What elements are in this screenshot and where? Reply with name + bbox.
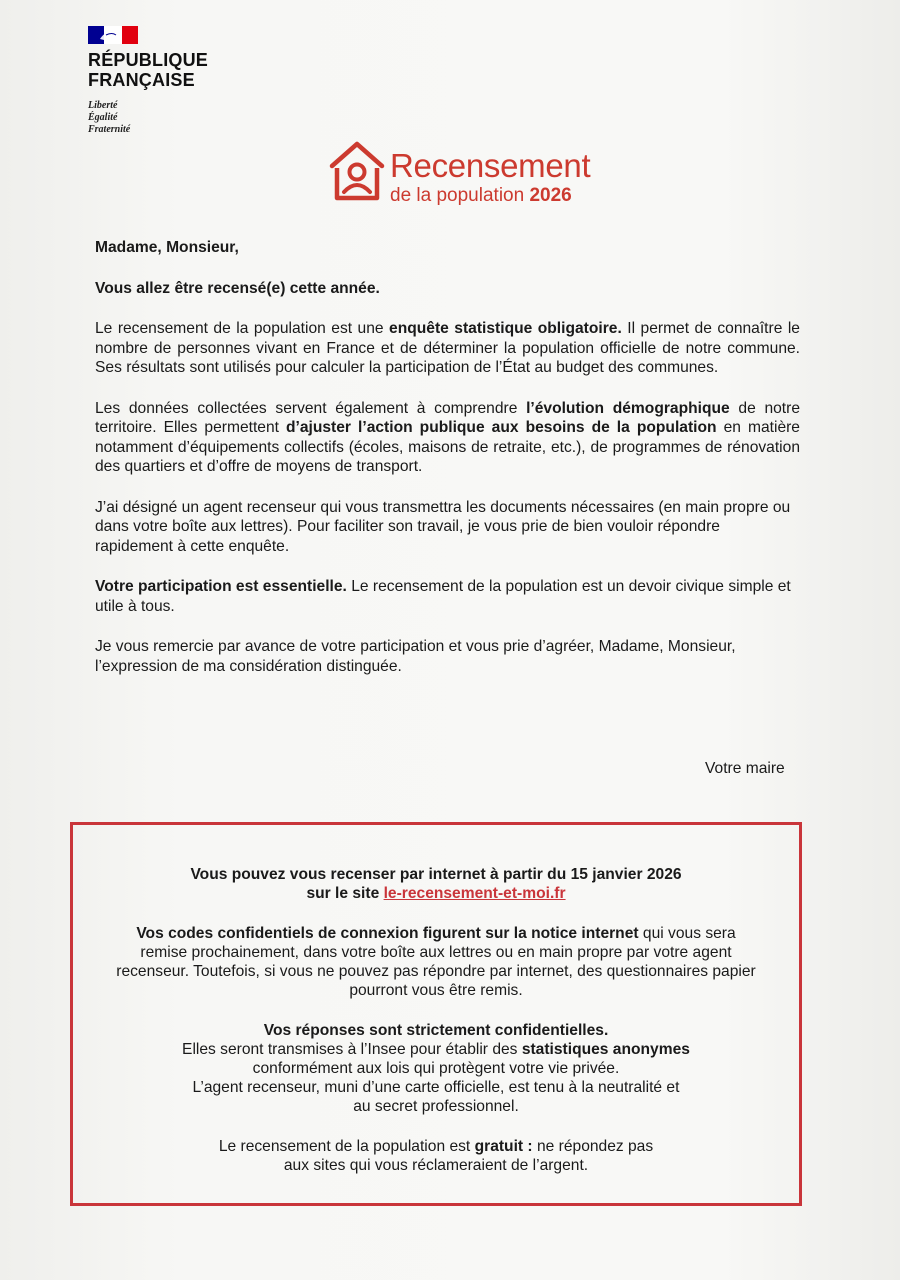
paragraph-participation	[95, 577, 800, 616]
confidential-text-c: conformément aux lois qui protègent votre vie privée.	[252, 1060, 620, 1077]
free-paragraph	[213, 1137, 659, 1175]
marianne-flag-icon	[88, 26, 138, 44]
p2-text-e: en matière notamment d’équipements collectifs (écoles, maisons de retraite, etc.), de programmes de rénovation des quartiers et d’offre de moyens de transport.	[95, 419, 800, 475]
salutation: Madame, Monsieur,	[95, 239, 239, 256]
p2-text-a: Les données collectées servent également à comprendre	[95, 399, 527, 417]
codes-paragraph	[113, 924, 759, 1000]
codes-rest: qui vous sera remise prochainement, dans votre boîte aux lettres ou en main propre par votre agent recenseur. Toutefois, si vous ne pouvez pas répondre par internet, des questionnaires papier pourront vous être remis.	[116, 925, 756, 999]
paragraph-closing: Je vous remercie par avance de votre participation et vous prie d’agréer, Madame, Monsieur, l’expression de ma considération distinguée.	[95, 638, 736, 675]
p2-bold-2: d’ajuster l’action publique aux besoins de la population	[286, 419, 717, 436]
republique-line-2: FRANÇAISE	[88, 70, 195, 90]
signature: Votre maire	[705, 760, 785, 777]
census-logo	[328, 140, 618, 210]
confidential-bold-2: statistiques anonymes	[521, 1041, 690, 1058]
motto-fraternite: Fraternité	[88, 124, 131, 135]
free-text-c: ne répondez pas aux sites qui vous réclameraient de l’argent.	[283, 1138, 654, 1174]
p2-bold-1: l’évolution démographique	[526, 399, 730, 417]
codes-bold: Vos codes confidentiels de connexion figurent sur la notice internet	[136, 925, 639, 942]
confidential-bold: Vos réponses sont strictement confidentielles.	[263, 1022, 609, 1039]
online-notice	[73, 865, 799, 903]
free-text-a: Le recensement de la population est	[218, 1138, 475, 1155]
p4-text: Le recensement de la population est un devoir civique simple et utile à tous.	[95, 578, 791, 615]
census-subtitle-text: de la population	[390, 185, 525, 206]
agent-line-2: au secret professionnel.	[353, 1098, 519, 1115]
p2-text-c: de notre territoire. Elles permettent	[95, 399, 800, 436]
paragraph-statistique	[95, 319, 800, 378]
agent-line-1: L’agent recenseur, muni d’une carte officielle, est tenu à la neutralité et	[192, 1079, 680, 1096]
info-box	[70, 822, 802, 1206]
motto	[88, 100, 208, 136]
website-link[interactable]: le-recensement-et-moi.fr	[383, 885, 566, 902]
census-year: 2026	[529, 185, 572, 206]
motto-liberte: Liberté	[88, 100, 118, 111]
census-subtitle	[390, 185, 572, 207]
online-line-1: Vous pouvez vous recenser par internet à partir du 15 janvier 2026	[190, 866, 682, 883]
p4-bold: Votre participation est essentielle.	[95, 578, 347, 595]
confidential-paragraph	[73, 1021, 799, 1116]
letter-body	[95, 238, 800, 697]
motto-egalite: Égalité	[88, 112, 118, 123]
republique-francaise-logo	[88, 26, 208, 136]
republique-line-1: RÉPUBLIQUE	[88, 50, 209, 70]
headline: Vous allez être recensé(e) cette année.	[95, 279, 380, 297]
free-bold: gratuit :	[474, 1138, 533, 1155]
p1-text-a: Le recensement de la population est une	[95, 320, 390, 337]
house-person-icon	[328, 140, 386, 204]
confidential-line	[73, 1040, 799, 1059]
confidential-text-a: Elles seront transmises à l’Insee pour établir des	[182, 1041, 522, 1058]
online-line-2-prefix: sur le site	[306, 885, 384, 902]
census-title: Recensement	[390, 147, 591, 184]
paragraph-demographie	[95, 399, 800, 477]
p1-bold: enquête statistique obligatoire.	[389, 320, 622, 337]
online-line-2	[73, 884, 799, 903]
paragraph-agent: J’ai désigné un agent recenseur qui vous transmettra les documents nécessaires (en main propre ou dans votre boîte aux lettres). Pour faciliter son travail, je vous prie de bien vouloir répondre rapidement à cette enquête.	[95, 498, 791, 555]
p1-text-c: Il permet de connaître le nombre de personnes vivant en France et de déterminer la population officielle de notre commune. Ses résultats sont utilisés pour calculer la participation de l’État au budget des communes.	[95, 320, 800, 376]
